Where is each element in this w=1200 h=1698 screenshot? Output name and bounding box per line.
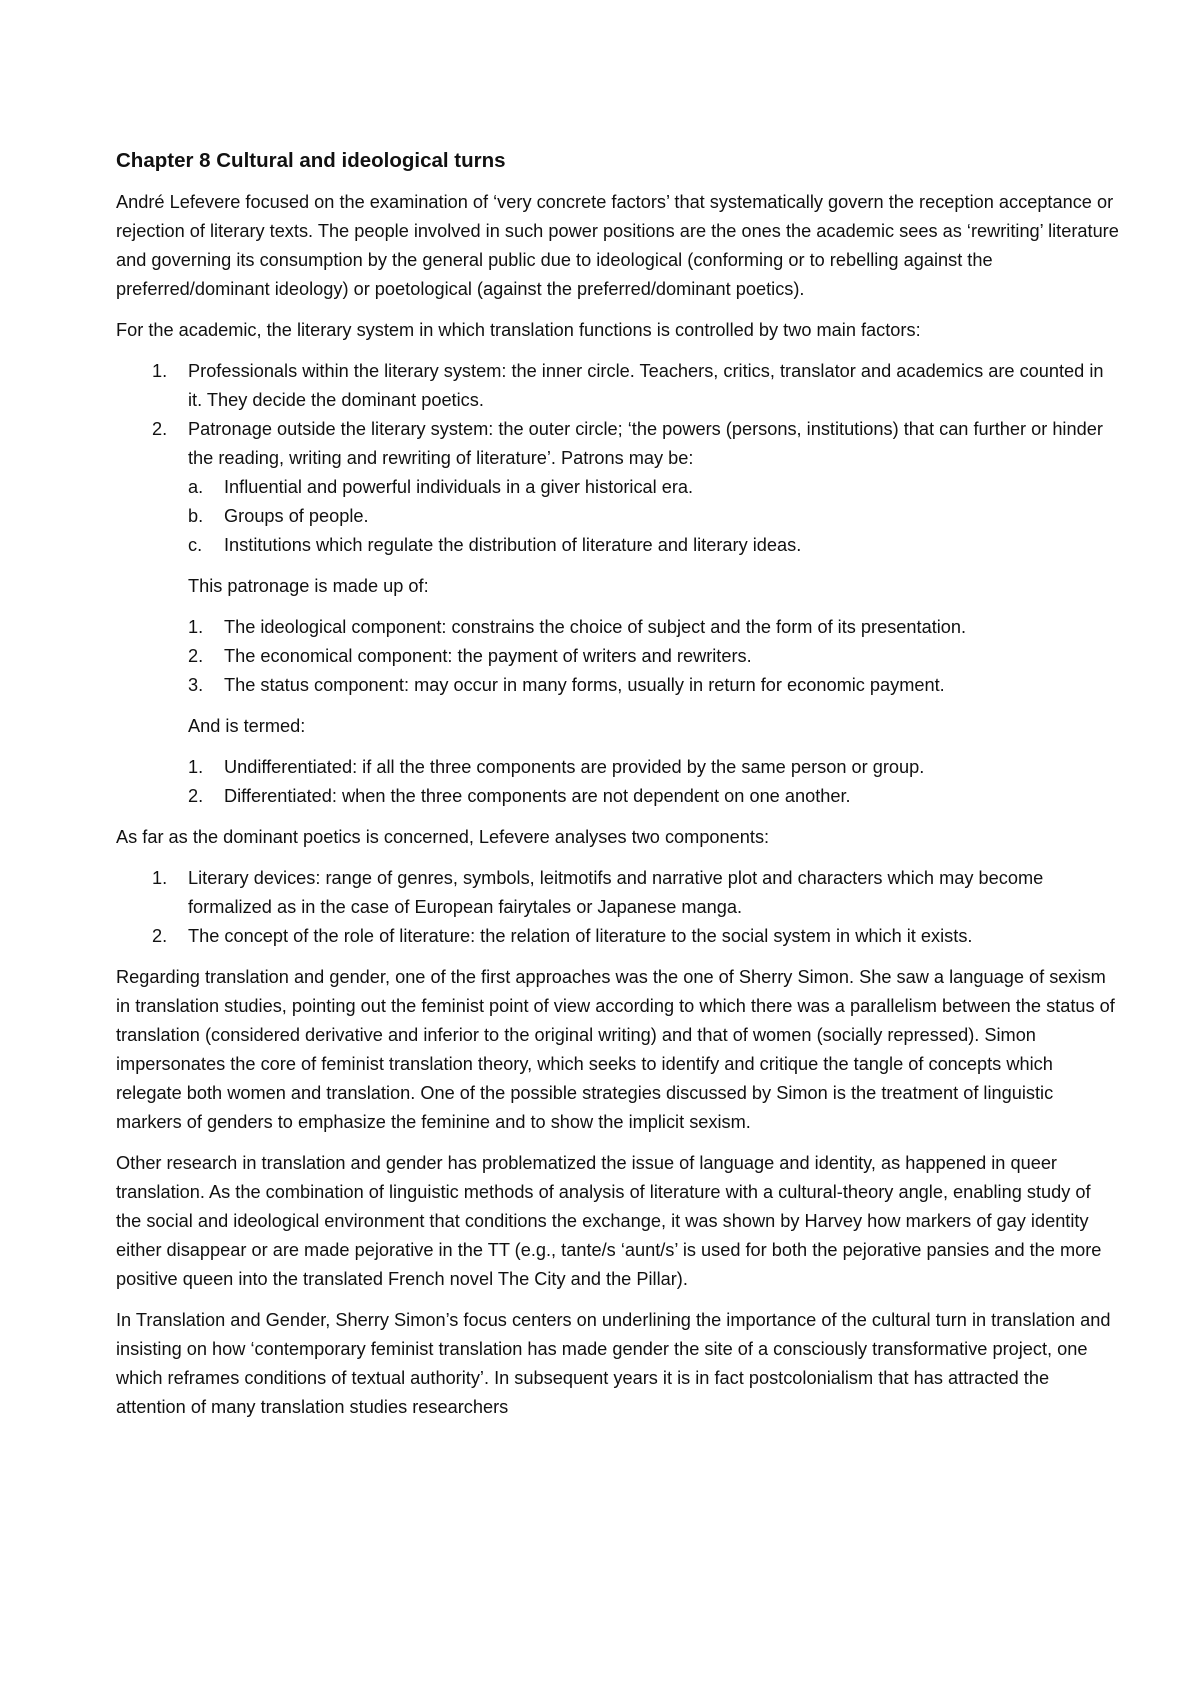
list-item-text: Influential and powerful individuals in a giver historical era. <box>224 477 694 497</box>
list-number: 2. <box>188 786 204 806</box>
chapter-title: Chapter 8 Cultural and ideological turns <box>116 149 506 172</box>
list-item <box>116 531 1120 560</box>
list-item-text: Patronage outside the literary system: the outer circle; ‘the powers (persons, institutions) that can further or hinder the reading, writing and rewriting of literature’. Patrons may be: <box>188 419 1103 468</box>
list-number: 1. <box>152 868 168 888</box>
list-item <box>116 782 1120 811</box>
list-item-text: Institutions which regulate the distribution of literature and literary ideas. <box>224 535 802 555</box>
patronage-intro: This patronage is made up of: <box>188 576 429 596</box>
list-item <box>116 671 1120 700</box>
list-item <box>116 642 1120 671</box>
list-item <box>116 502 1120 531</box>
list-letter: a. <box>188 477 204 497</box>
list-number: 1. <box>188 617 204 637</box>
list-item-text: The status component: may occur in many forms, usually in return for economic payment. <box>224 675 945 695</box>
list-item-text: The concept of the role of literature: the relation of literature to the social system in which it exists. <box>188 926 973 946</box>
list-item <box>116 415 1120 473</box>
list-number: 3. <box>188 675 204 695</box>
patrons-list <box>116 473 1120 560</box>
paragraph-lefevere: André Lefevere focused on the examination of ‘very concrete factors’ that systematically govern the reception acceptance or rejection of literary texts. The people involved in such power positions are the ones the academic sees as ‘rewriting’ literature and governing its consumption by the general public due to ideological (conforming or to rebelling against the preferred/dominant ideology) or poetological (against the preferred/dominant poetics). <box>116 192 1119 299</box>
list-item-text: Differentiated: when the three components are not dependent on one another. <box>224 786 851 806</box>
paragraph-simon-focus: In Translation and Gender, Sherry Simon’s focus centers on underlining the importance of the cultural turn in translation and insisting on how ‘contemporary feminist translation has made gender the site of a consciously transformative project, one which reframes conditions of textual authority’. In subsequent years it is in fact postcolonialism that has attracted the attention of many translation studies researchers <box>116 1310 1111 1417</box>
list-number: 1. <box>152 361 168 381</box>
factors-list <box>116 357 1120 473</box>
terms-list <box>116 753 1120 811</box>
list-item-text: Undifferentiated: if all the three components are provided by the same person or group. <box>224 757 925 777</box>
list-number: 2. <box>152 926 168 946</box>
list-item <box>116 613 1120 642</box>
termed-intro: And is termed: <box>188 716 306 736</box>
list-item-text: Literary devices: range of genres, symbols, leitmotifs and narrative plot and characters which may become formalized as in the case of European fairytales or Japanese manga. <box>188 868 1044 917</box>
list-item <box>116 753 1120 782</box>
paragraph-translation-gender: Regarding translation and gender, one of the first approaches was the one of Sherry Simon. She saw a language of sexism in translation studies, pointing out the feminist point of view according to which there was a parallelism between the status of translation (considered derivative and inferior to the original writing) and that of women (socially repressed). Simon impersonates the core of feminist translation theory, which seeks to identify and critique the tangle of concepts which relegate both women and translation. One of the possible strategies discussed by Simon is the treatment of linguistic markers of genders to emphasize the feminine and to show the implicit sexism. <box>116 967 1115 1132</box>
paragraph-dominant-poetics: As far as the dominant poetics is concerned, Lefevere analyses two components: <box>116 827 770 847</box>
paragraph-literary-system: For the academic, the literary system in which translation functions is controlled by two main factors: <box>116 320 921 340</box>
list-item <box>116 473 1120 502</box>
list-number: 2. <box>152 419 168 439</box>
list-letter: c. <box>188 535 203 555</box>
poetics-list <box>116 864 1120 951</box>
paragraph-queer-translation: Other research in translation and gender has problematized the issue of language and identity, as happened in queer translation. As the combination of linguistic methods of analysis of literature with a cultural-theory angle, enabling study of the social and ideological environment that conditions the exchange, it was shown by Harvey how markers of gay identity either disappear or are made pejorative in the TT (e.g., tante/s ‘aunt/s’ is used for both the pejorative pansies and the more positive queen into the translated French novel The City and the Pillar). <box>116 1153 1102 1289</box>
list-letter: b. <box>188 506 204 526</box>
list-number: 1. <box>188 757 204 777</box>
list-item <box>116 922 1120 951</box>
components-list <box>116 613 1120 700</box>
list-item <box>116 357 1120 415</box>
list-number: 2. <box>188 646 204 666</box>
list-item-text: The economical component: the payment of writers and rewriters. <box>224 646 752 666</box>
list-item-text: Professionals within the literary system: the inner circle. Teachers, critics, translator and academics are counted in it. They decide the dominant poetics. <box>188 361 1104 410</box>
list-item-text: Groups of people. <box>224 506 369 526</box>
list-item-text: The ideological component: constrains the choice of subject and the form of its presentation. <box>224 617 967 637</box>
list-item <box>116 864 1120 922</box>
